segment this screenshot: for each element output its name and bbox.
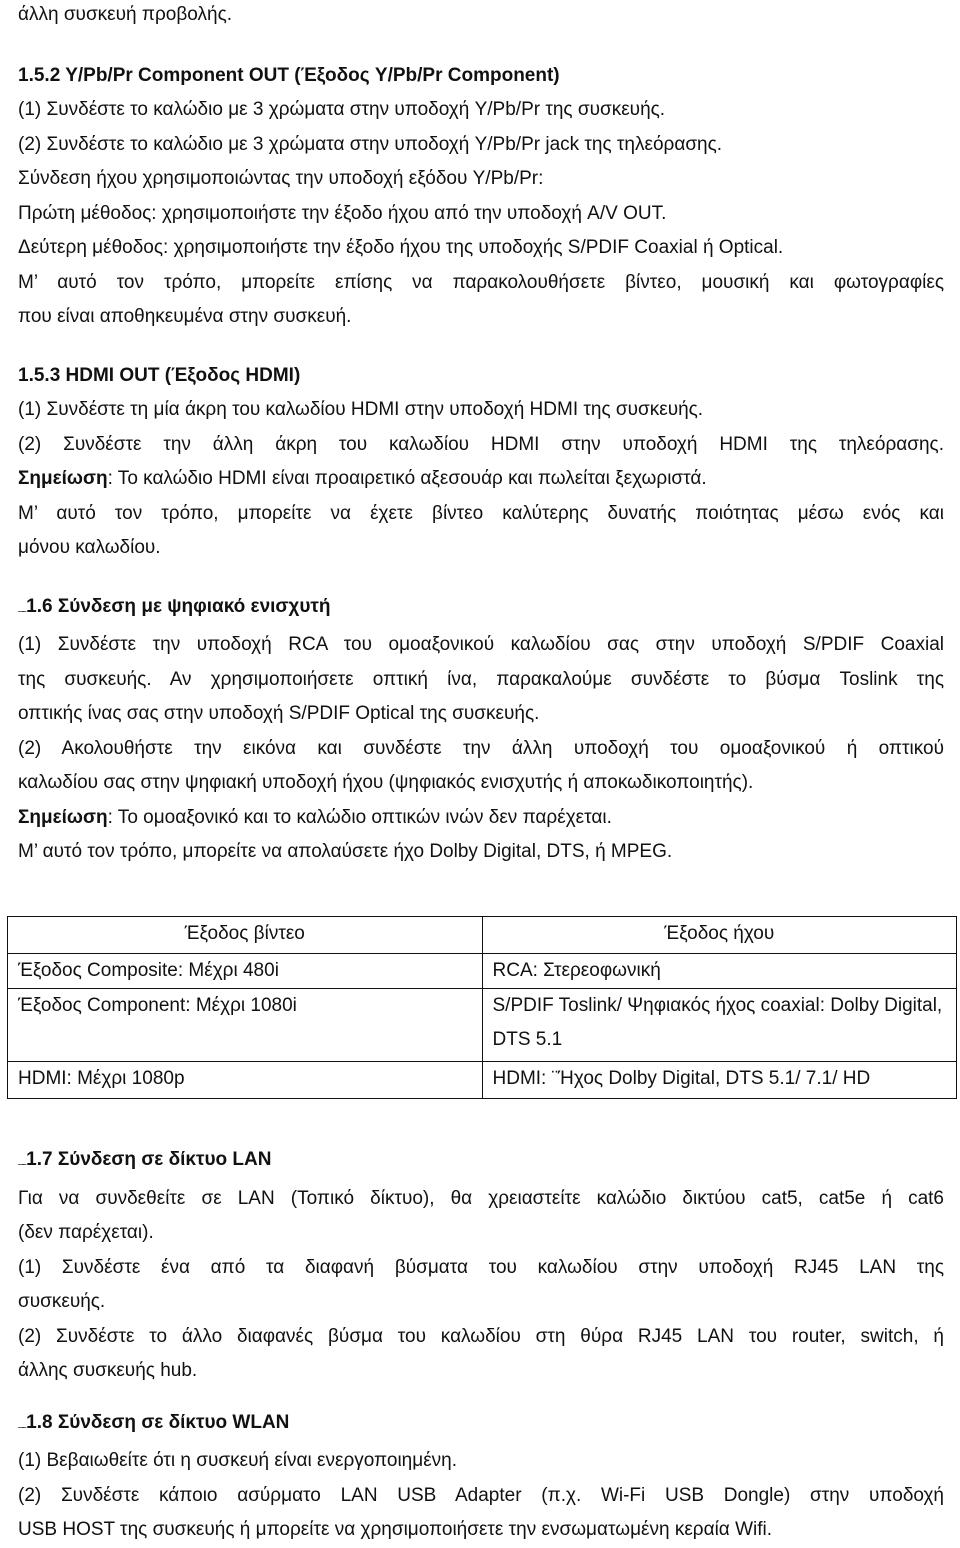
heading-text: 1.8 Σύνδεση σε δίκτυο WLAN <box>26 1411 290 1433</box>
paragraph-line: (1) Συνδέστε ένα από τα διαφανή βύσματα του καλωδίου στην υποδοχή RJ45 LAN της <box>18 1256 944 1278</box>
table-cell: HDMI: ¨Ήχος Dolby Digital, DTS 5.1/ 7.1/ HD <box>482 1062 957 1099</box>
section-heading: 1.5.3 HDMI OUT (Έξοδος HDMI) <box>18 364 301 386</box>
paragraph-line: Μ’ αυτό τον τρόπο, μπορείτε επίσης να παρακολουθήσετε βίντεο, μουσική και φωτογραφίες <box>18 271 944 293</box>
section-1-5-3 <box>18 359 944 566</box>
note-text: : Το καλώδιο HDMI είναι προαιρετικό αξεσουάρ και πωλείται ξεχωριστά. <box>107 468 707 489</box>
table-header-audio: Έξοδος ήχου <box>482 917 957 954</box>
paragraph-line: Σύνδεση ήχου χρησιμοποιώντας την υποδοχή εξόδου Y/Pb/Pr: <box>18 168 544 189</box>
paragraph-line: της συσκευής. Αν χρησιμοποιήσετε οπτική ίνα, παρακαλούμε συνδέστε το βύσμα Toslink της <box>18 668 944 690</box>
note-label: Σημείωση <box>18 806 108 828</box>
lower-sections <box>18 1143 944 1548</box>
paragraph-line: (1) Συνδέστε την υποδοχή RCA του ομοαξονικού καλωδίου σας στην υποδοχή S/PDIF Coaxial <box>18 634 944 655</box>
table-header-row <box>8 917 957 954</box>
paragraph-line: (2) Συνδέστε το άλλο διαφανές βύσμα του καλωδίου στη θύρα RJ45 LAN του router, switch, ή <box>18 1325 944 1347</box>
section-heading <box>18 1406 944 1445</box>
heading-text: 1.6 Σύνδεση με ψηφιακό ενισχυτή <box>26 595 331 617</box>
note-line <box>18 801 944 836</box>
table-row <box>8 1062 957 1099</box>
table-row <box>8 989 957 1062</box>
section-1-6 <box>18 590 944 870</box>
table-header-video: Έξοδος βίντεο <box>8 917 483 954</box>
note-label: Σημείωση <box>18 468 108 489</box>
section-1-5-2 <box>18 59 944 335</box>
table-cell: RCA: Στερεοφωνική <box>482 954 957 989</box>
heading-prefix: ....... <box>18 607 27 614</box>
paragraph-line: μόνου καλωδίου. <box>18 537 161 558</box>
note-line <box>18 462 944 497</box>
paragraph-line: καλωδίου σας στην ψηφιακή υποδοχή ήχου (ψηφιακός ενισχυτής ή αποκωδικοποιητής). <box>18 772 754 793</box>
table-cell: Έξοδος Composite: Μέχρι 480i <box>8 954 483 989</box>
section-heading: 1.5.2 Y/Pb/Pr Component OUT (Έξοδος Y/Pb/Pr Component) <box>18 64 560 86</box>
table-cell: S/PDIF Toslink/ Ψηφιακός ήχος coaxial: Dolby Digital, DTS 5.1 <box>482 989 957 1062</box>
paragraph-line: (1) Βεβαιωθείτε ότι η συσκευή είναι ενεργοποιημένη. <box>18 1450 458 1471</box>
section-1-7 <box>18 1143 944 1389</box>
paragraph-line: Μ’ αυτό τον τρόπο, μπορείτε να απολαύσετε ήχο Dolby Digital, DTS, ή MPEG. <box>18 841 673 862</box>
paragraph-line: Δεύτερη μέθοδος: χρησιμοποιήστε την έξοδο ήχου της υποδοχής S/PDIF Coaxial ή Optical. <box>18 237 784 258</box>
paragraph-line: οπτικής ίνας σας στην υποδοχή S/PDIF Optical της συσκευής. <box>18 703 540 724</box>
table-cell: HDMI: Μέχρι 1080p <box>8 1062 483 1099</box>
heading-text: 1.7 Σύνδεση σε δίκτυο LAN <box>26 1149 272 1170</box>
heading-prefix: ....... <box>18 1161 27 1167</box>
section-heading <box>18 590 944 629</box>
paragraph-line: (2) Ακολουθήστε την εικόνα και συνδέστε την άλλη υποδοχή του ομοαξονικού ή οπτικού <box>18 737 944 759</box>
paragraph-line: Μ’ αυτό τον τρόπο, μπορείτε να έχετε βίντεο καλύτερης δυνατής ποιότητας μέσω ενός και <box>18 502 944 524</box>
continued-line: άλλη συσκευή προβολής. <box>18 4 233 25</box>
section-1-8 <box>18 1406 944 1548</box>
paragraph-line: που είναι αποθηκευμένα στην συσκευή. <box>18 306 352 327</box>
output-spec-table <box>7 916 957 1099</box>
paragraph-line: συσκευής. <box>18 1291 106 1312</box>
section-heading <box>18 1143 944 1182</box>
paragraph-line: Για να συνδεθείτε σε LAN (Τοπικό δίκτυο), θα χρειαστείτε καλώδιο δικτύου cat5, cat5e ή cat6 <box>18 1187 944 1209</box>
paragraph-line: USB HOST της συσκευής ή μπορείτε να χρησιμοποιήσετε την ενσωματωμένη κεραία Wifi. <box>18 1519 773 1540</box>
paragraph-line: (2) Συνδέστε το καλώδιο με 3 χρώματα στην υποδοχή Y/Pb/Pr jack της τηλεόρασης. <box>18 133 723 155</box>
paragraph-line: Πρώτη μέθοδος: χρησιμοποιήστε την έξοδο ήχου από την υποδοχή A/V OUT. <box>18 202 667 224</box>
heading-prefix: ....... <box>18 1423 27 1430</box>
note-text: : Το ομοαξονικό και το καλώδιο οπτικών ινών δεν παρέχεται. <box>107 806 612 828</box>
paragraph-line: (δεν παρέχεται). <box>18 1222 154 1243</box>
paragraph-line: άλλης συσκευής hub. <box>18 1360 198 1381</box>
table-cell: Έξοδος Component: Μέχρι 1080i <box>8 989 483 1062</box>
paragraph-line: (2) Συνδέστε την άλλη άκρη του καλωδίου HDMI στην υποδοχή HDMI της τηλεόρασης. <box>18 433 944 455</box>
paragraph-line: (1) Συνδέστε τη μία άκρη του καλωδίου HDMI στην υποδοχή HDMI της συσκευής. <box>18 399 704 420</box>
paragraph-line: (1) Συνδέστε το καλώδιο με 3 χρώματα στην υποδοχή Y/Pb/Pr της συσκευής. <box>18 99 666 120</box>
paragraph-line: (2) Συνδέστε κάποιο ασύρματο LAN USB Adapter (π.χ. Wi-Fi USB Dongle) στην υποδοχή <box>18 1484 944 1506</box>
table-row <box>8 954 957 989</box>
